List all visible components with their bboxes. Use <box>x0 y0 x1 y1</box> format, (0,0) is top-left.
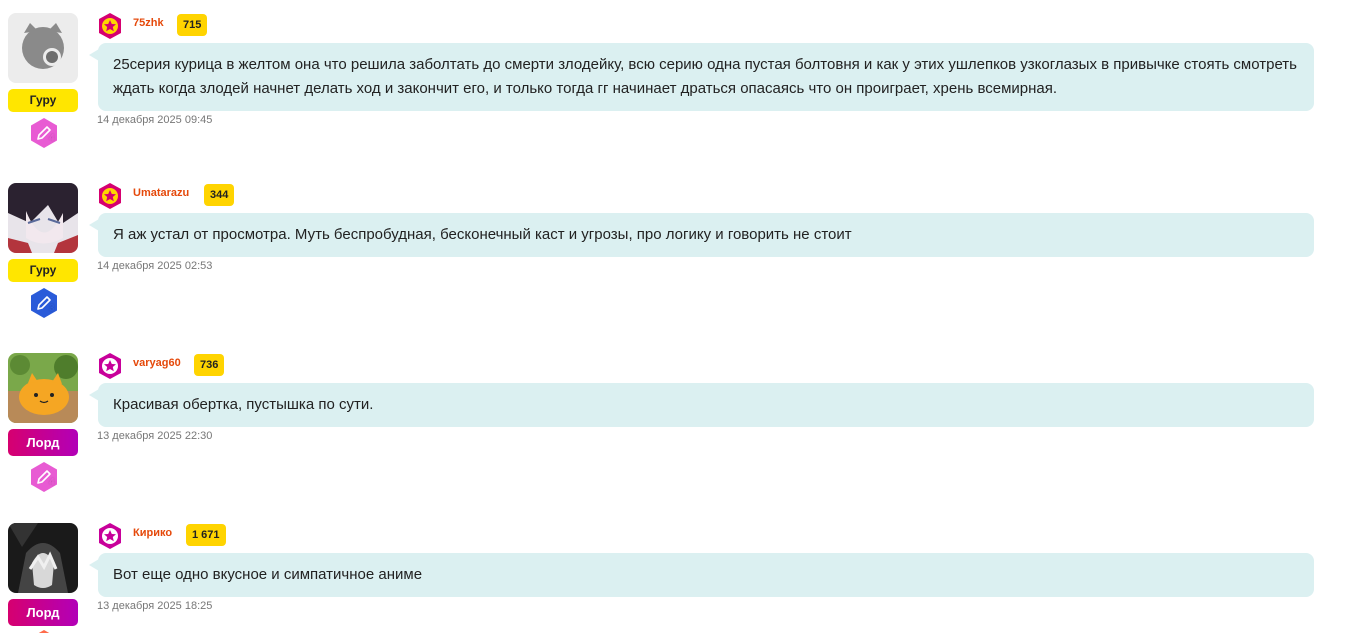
user-score: 715 <box>177 14 207 36</box>
username[interactable]: Кирико <box>133 527 173 539</box>
user-score: 736 <box>194 354 224 376</box>
comment-text: 25серия курица в желтом она что решила заболтать до смерти злодейку, всю серию одна пустая болтовня и как у этих ушлепков узкоглазых в привычке стоять смотреть ждать когда злодей начнет делать ход и закончит его, и только тогда гг начинает драться опасаясь что он проиграет, хрень всемирная. <box>98 43 1314 111</box>
comment-date: 13 декабря 2025 22:30 <box>97 430 213 442</box>
rank-badge[interactable]: Лорд <box>8 429 78 456</box>
comment-text: Я аж устал от просмотра. Муть беспробудная, бесконечный каст и угрозы, про логику и говорить не стоит <box>98 213 1314 257</box>
user-avatar[interactable] <box>8 353 78 423</box>
rank-badge[interactable]: Лорд <box>8 599 78 626</box>
achievement-count: 3 <box>49 303 55 314</box>
comment-date: 14 декабря 2025 09:45 <box>97 114 213 126</box>
rank-badge[interactable]: Гуру <box>8 89 78 112</box>
star-badge-icon <box>97 523 123 549</box>
star-badge-icon <box>97 183 123 209</box>
rank-badge[interactable]: Гуру <box>8 259 78 282</box>
username[interactable]: varyag60 <box>133 357 181 369</box>
pencil-icon[interactable] <box>28 117 60 149</box>
username[interactable]: Umatarazu <box>133 187 190 199</box>
pencil-icon[interactable] <box>28 461 60 493</box>
achievement-icon[interactable] <box>28 629 60 633</box>
user-score: 1 671 <box>186 524 226 546</box>
comment-item <box>0 353 1366 523</box>
user-score: 344 <box>204 184 234 206</box>
star-badge-icon <box>97 353 123 379</box>
user-avatar[interactable] <box>8 183 78 253</box>
comment-item <box>0 13 1366 183</box>
username[interactable]: 75zhk <box>133 17 164 29</box>
user-avatar[interactable] <box>8 13 78 83</box>
comment-text: Вот еще одно вкусное и симпатичное аниме <box>98 553 1314 597</box>
pencil-icon[interactable] <box>28 287 60 319</box>
comment-item <box>0 183 1366 353</box>
achievement-count: 4 <box>49 477 55 488</box>
star-badge-icon <box>97 13 123 39</box>
user-avatar[interactable] <box>8 523 78 593</box>
comment-text: Красивая обертка, пустышка по сути. <box>98 383 1314 427</box>
achievement-count: 4 <box>49 133 55 144</box>
comment-item <box>0 523 1366 633</box>
comment-date: 14 декабря 2025 02:53 <box>97 260 213 272</box>
comment-date: 13 декабря 2025 18:25 <box>97 600 213 612</box>
